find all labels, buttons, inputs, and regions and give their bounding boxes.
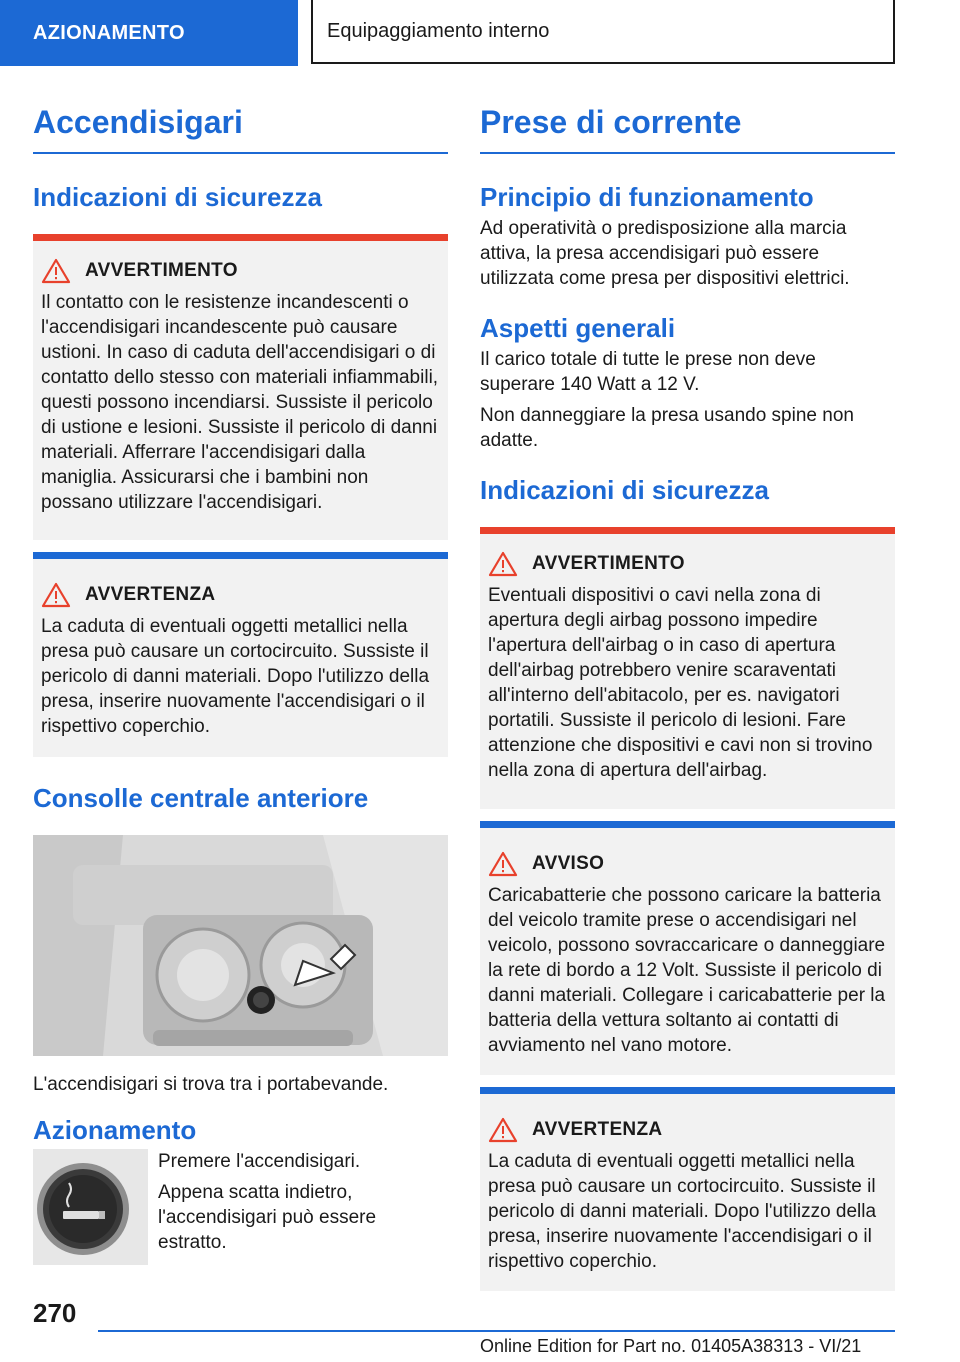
- section-title-cigarette-lighter: Accendisigari: [33, 100, 448, 154]
- general-text-2: Non danneggiare la presa usando spine non adatte.: [480, 405, 854, 451]
- caution-text: La caduta di eventuali oggetti metallici nella presa può causare un cortocircuito. Sussiste il pericolo di danni materiali. Dopo l'utilizzo della presa, inserire nuovamente l'accendisigari o il rispettivo coperchio.: [488, 1151, 877, 1272]
- caution-label: AVVERTENZA: [532, 1119, 663, 1140]
- general-text-1: Il carico totale di tutte le prese non deve superare 140 Watt a 12 V.: [480, 349, 816, 395]
- warning-box-airbag: [480, 527, 895, 809]
- cigarette-lighter-icon: [33, 1149, 148, 1265]
- principle-heading: Principio di funzionamento: [480, 182, 814, 212]
- warning-label: AVVERTIMENTO: [85, 260, 238, 281]
- footer-divider: [98, 1330, 895, 1332]
- console-caption: L'accendisigari si trova tra i portabevande.: [33, 1074, 389, 1095]
- operation-step1: Premere l'accendisigari.: [158, 1151, 361, 1172]
- right-column: [480, 100, 895, 1291]
- warning-text: Il contatto con le resistenze incandescenti o l'accendisigari incandescente può causare ustioni. In caso di caduta dell'accendisigari o di contatto dello stesso con materiali infiammabili, questi possono incendiarsi. Sussiste il pericolo di ustione e lesioni. Sussiste il pericolo di danni materiali. Afferrare l'accendisigari dalla maniglia. Assicurarsi che i bambini non possano utilizzare l'accendisigari.: [41, 292, 439, 513]
- principle-text: Ad operatività o predisposizione alla marcia attiva, la presa accendisigari può essere utilizzata come presa per dispositivi elettrici.: [480, 218, 850, 289]
- caution-box: [33, 552, 448, 757]
- page-header: [0, 0, 960, 66]
- warning-box: [33, 234, 448, 540]
- caution-header: [488, 1117, 887, 1143]
- caution-box-sockets: [480, 1087, 895, 1291]
- operation-heading: Azionamento: [33, 1115, 197, 1145]
- warning-header: [41, 258, 440, 284]
- warning-text: Eventuali dispositivi o cavi nella zona di apertura degli airbag possono impedire l'apertura dell'airbag o in caso di apertura dell'airbag potrebbero venire scaraventati all'interno dell'abitacolo, per es. navigatori portatili. Sussiste il pericolo di lesioni. Fare attenzione che dispositivi e cavi non si trovino nella zona di apertura dell'airbag.: [488, 585, 873, 781]
- safety-heading-sockets: Indicazioni di sicurezza: [480, 475, 769, 505]
- warning-triangle-icon: [41, 258, 71, 284]
- notice-label: AVVISO: [532, 853, 605, 874]
- chapter-title: Equipaggiamento interno: [311, 0, 895, 64]
- edition-info: Online Edition for Part no. 01405A38313 - VI/21: [480, 1336, 862, 1356]
- caution-header: [41, 582, 440, 608]
- warning-label: AVVERTIMENTO: [532, 553, 685, 574]
- caution-label: AVVERTENZA: [85, 584, 216, 605]
- console-illustration: [33, 835, 448, 1056]
- operation-block: [33, 1149, 448, 1265]
- operation-text: [158, 1149, 448, 1255]
- section-tab: AZIONAMENTO: [0, 0, 298, 66]
- console-photo: [33, 835, 448, 1056]
- general-heading: Aspetti generali: [480, 313, 676, 343]
- notice-box: [480, 821, 895, 1075]
- warning-header: [488, 551, 887, 577]
- warning-triangle-icon: [41, 582, 71, 608]
- warning-triangle-icon: [488, 551, 518, 577]
- section-title-power-sockets: Prese di corrente: [480, 100, 895, 154]
- page-number: 270: [33, 1298, 77, 1328]
- caution-text: La caduta di eventuali oggetti metallici nella presa può causare un cortocircuito. Sussiste il pericolo di danni materiali. Dopo l'utilizzo della presa, inserire nuovamente l'accendisigari o il rispettivo coperchio.: [41, 616, 430, 737]
- operation-step2: Appena scatta indietro, l'accendisigari può essere estratto.: [158, 1182, 377, 1253]
- warning-triangle-icon: [488, 851, 518, 877]
- safety-heading: Indicazioni di sicurezza: [33, 182, 322, 212]
- console-heading: Consolle centrale anteriore: [33, 783, 369, 813]
- notice-text: Caricabatterie che possono caricare la batteria del veicolo tramite prese o accendisigari nel veicolo, possono sovraccaricare o danneggiare la rete di bordo a 12 Volt. Sussiste il pericolo di danni materiali. Collegare i caricabatterie per la batteria della vettura soltanto ai contatti di avviamento nel vano motore.: [488, 885, 886, 1056]
- notice-header: [488, 851, 887, 877]
- lighter-photo: [33, 1149, 148, 1265]
- warning-triangle-icon: [488, 1117, 518, 1143]
- left-column: [33, 100, 448, 1265]
